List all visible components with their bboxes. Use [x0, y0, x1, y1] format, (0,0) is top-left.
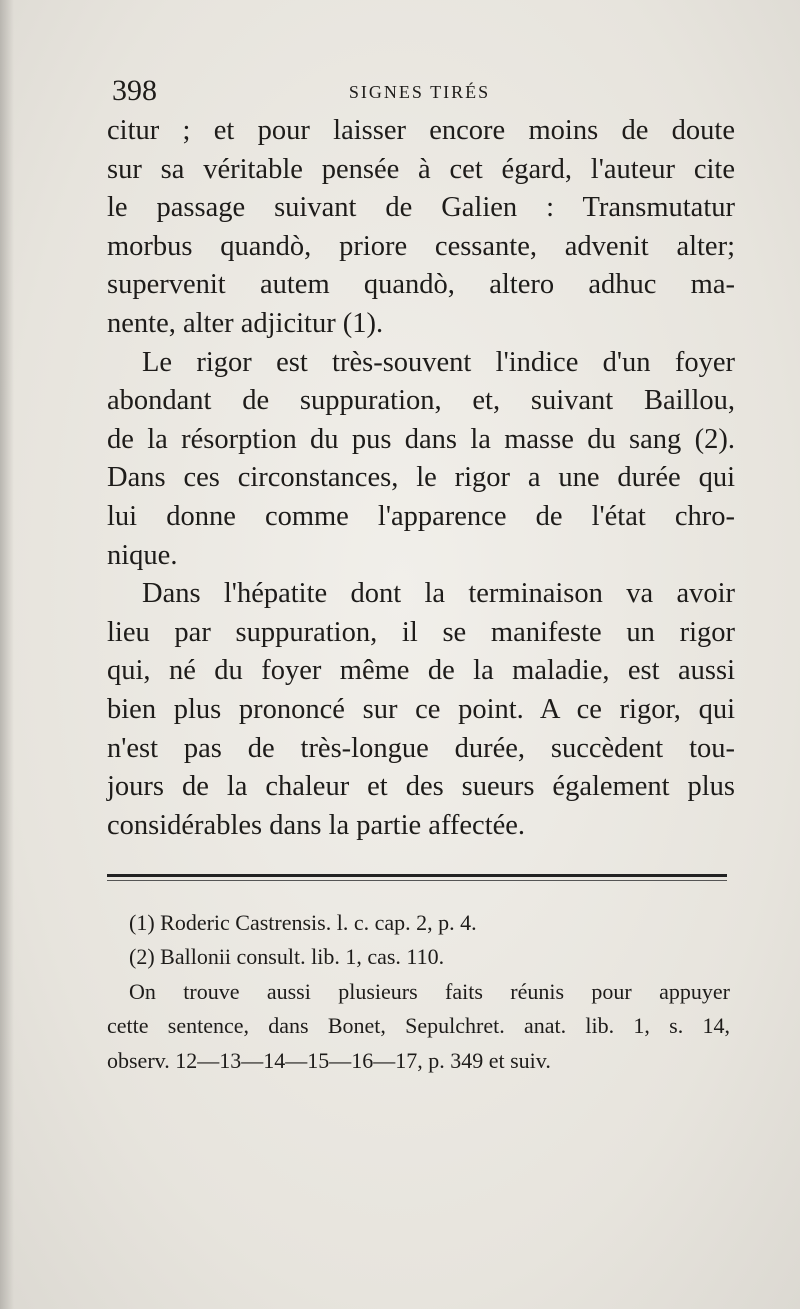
footnote-line: cette sentence, dans Bonet, Sepulchret. anat. lib. 1, s. 14, [107, 1013, 730, 1039]
footnote-separator-thin [107, 880, 727, 881]
page-number: 398 [112, 74, 157, 107]
body-line: abondant de suppuration, et, suivant Baillou, [107, 385, 735, 417]
body-line: citur ; et pour laisser encore moins de doute [107, 115, 735, 146]
body-line: lieu par suppuration, il se manifeste un rigor [107, 616, 735, 648]
body-line: morbus quandò, priore cessante, advenit alter; [107, 230, 735, 262]
footnote-line: observ. 12—13—14—15—16—17, p. 349 et suiv. [107, 1047, 551, 1073]
body-line: nique. [107, 539, 178, 571]
body-line: lui donne comme l'apparence de l'état chro- [107, 500, 735, 532]
body-line: n'est pas de très-longue durée, succèdent tou- [107, 732, 735, 764]
footnote-line: On trouve aussi plusieurs faits réunis pour appuyer [129, 978, 730, 1004]
body-line: bien plus prononcé sur ce point. A ce rigor, qui [107, 693, 735, 725]
footnote-1: (1) Roderic Castrensis. l. c. cap. 2, p. 4. [129, 910, 477, 935]
body-line: supervenit autem quandò, altero adhuc ma- [107, 269, 735, 301]
body-text [107, 112, 735, 845]
running-head: SIGNES TIRÉS [348, 82, 491, 102]
body-line: Dans ces circonstances, le rigor a une durée qui [107, 462, 735, 494]
body-line: Le rigor est très-souvent l'indice d'un foyer [142, 346, 735, 378]
body-line: qui, né du foyer même de la maladie, est aussi [107, 655, 735, 687]
body-line: de la résorption du pus dans la masse du sang (2). [107, 423, 735, 455]
footnotes [107, 906, 730, 1078]
body-line: considérables dans la partie affectée. [107, 809, 526, 841]
body-line: Dans l'hépatite dont la terminaison va avoir [142, 578, 735, 610]
page-header [112, 74, 727, 110]
body-line: nente, alter adjicitur (1). [107, 307, 384, 339]
footnote-2: (2) Ballonii consult. lib. 1, cas. 110. [129, 944, 445, 970]
page-gutter-shadow [0, 0, 14, 1309]
body-line: jours de la chaleur et des sueurs également plus [107, 771, 735, 803]
body-line: le passage suivant de Galien : Transmutatur [107, 192, 735, 224]
body-line: sur sa véritable pensée à cet égard, l'auteur cite [107, 153, 735, 185]
footnote-separator [107, 874, 727, 877]
